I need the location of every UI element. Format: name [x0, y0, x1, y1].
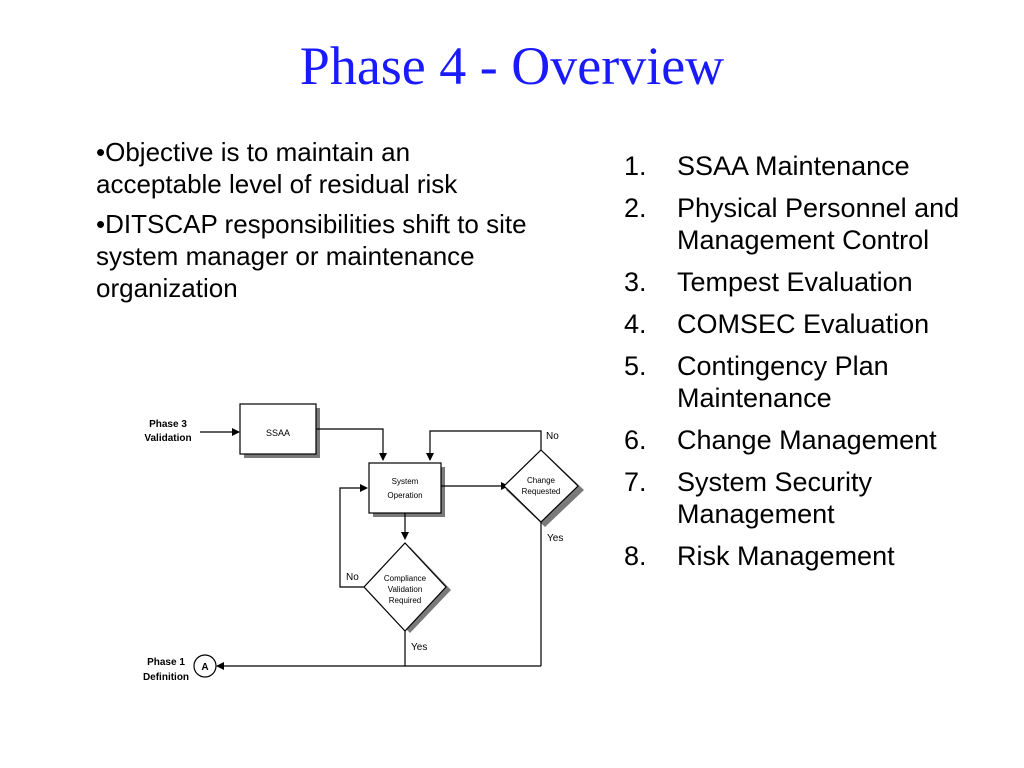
phase3-label-2: Validation — [144, 433, 192, 444]
connector-a-label: A — [201, 662, 209, 673]
arrow-change-no — [430, 431, 541, 460]
yes-bottom-label: Yes — [411, 642, 428, 653]
step-number: 6. — [624, 425, 647, 455]
step-number: 7. — [624, 467, 647, 497]
phase3-label: Phase 3 — [149, 419, 187, 430]
bullet-objective: •Objective is to maintain an acceptable level of residual risk — [96, 137, 458, 199]
change-diamond — [504, 450, 578, 522]
step-text: SSAA Maintenance — [677, 151, 910, 181]
yes-right-label: Yes — [547, 533, 564, 544]
step-number: 1. — [624, 151, 647, 181]
step-text: COMSEC Evaluation — [677, 309, 930, 339]
change-label: Change — [526, 476, 556, 485]
system-label-2: Operation — [387, 491, 423, 500]
step-text: Tempest Evaluation — [677, 267, 913, 297]
compliance-label-2: Validation — [387, 585, 423, 594]
step-text: Physical Personnel and Management Control — [677, 193, 960, 255]
phase1-label: Phase 1 — [147, 657, 185, 668]
arrow-ssaa-system — [316, 429, 383, 460]
step-number: 3. — [624, 267, 647, 297]
compliance-label: Compliance — [383, 574, 427, 583]
step-text: Risk Management — [677, 541, 895, 571]
compliance-label-3: Required — [388, 596, 422, 605]
step-number: 2. — [624, 193, 647, 223]
bullet-responsibilities: •DITSCAP responsibilities shift to site system manager or maintenance organization — [96, 209, 527, 303]
step-number: 8. — [624, 541, 647, 571]
system-box — [369, 463, 441, 513]
phase1-label-2: Definition — [142, 672, 190, 683]
no-left-label: No — [346, 572, 359, 583]
step-text: System Security Management — [677, 467, 873, 529]
no-top-label: No — [546, 431, 559, 442]
change-label-2: Requested — [521, 487, 561, 496]
step-number: 5. — [624, 351, 647, 381]
step-number: 4. — [624, 309, 647, 339]
step-text: Contingency Plan Maintenance — [677, 351, 889, 413]
step-text: Change Management — [677, 425, 937, 455]
ssaa-label: SSAA — [265, 428, 291, 438]
slide-title: Phase 4 - Overview — [299, 36, 725, 96]
system-label: System — [391, 477, 419, 486]
